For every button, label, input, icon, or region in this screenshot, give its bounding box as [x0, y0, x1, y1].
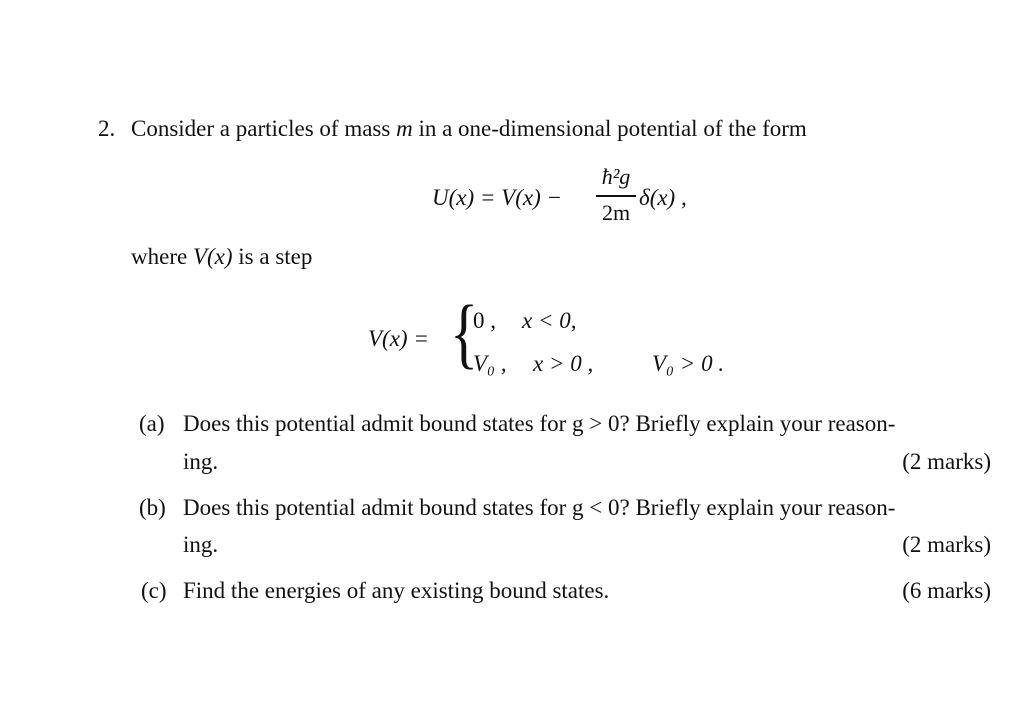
left-brace: {	[450, 289, 479, 376]
part-b-label: (b)	[139, 495, 166, 520]
part-a-marks: (2 marks)	[902, 449, 991, 474]
part-b-line2: ing.	[183, 532, 219, 557]
part-b-marks: (2 marks)	[902, 532, 991, 557]
part-c-marks: (6 marks)	[902, 578, 991, 603]
case2-condition: x > 0 ,	[533, 351, 594, 376]
part-a-label: (a)	[139, 411, 165, 436]
part-a-line2: ing.	[183, 449, 219, 474]
problem-number: 2.	[98, 116, 116, 141]
eq1-denominator: 2m	[601, 200, 631, 225]
part-b-line1: Does this potential admit bound states for g < 0? Briefly explain your reason-	[183, 495, 896, 520]
eq1-lhs: U(x) = V(x) −	[432, 185, 563, 210]
eq1-fraction-bar	[596, 195, 636, 197]
eq1-tail: δ(x) ,	[639, 185, 687, 210]
eq1-numerator: ħ²g	[601, 164, 631, 189]
part-c-line1: Find the energies of any existing bound states.	[183, 578, 610, 603]
case1-value: 0 ,	[473, 308, 496, 333]
intro-var: m	[396, 116, 413, 141]
part-a-line1: Does this potential admit bound states for g > 0? Briefly explain your reason-	[183, 411, 896, 436]
problem-intro	[131, 117, 807, 140]
where-line	[131, 245, 312, 268]
eq2-lhs: V(x) =	[368, 326, 429, 351]
where-suffix: is a step	[238, 244, 313, 269]
intro-prefix: Consider a particles of mass	[131, 116, 391, 141]
part-c-label: (c)	[141, 578, 167, 603]
where-prefix: where	[131, 244, 188, 269]
case2-value: V₀ ,	[473, 351, 507, 376]
where-var: V(x)	[192, 244, 233, 269]
case1-condition: x < 0,	[522, 308, 577, 333]
intro-suffix: in a one-dimensional potential of the form	[418, 116, 807, 141]
constraint: V₀ > 0 .	[652, 351, 725, 376]
